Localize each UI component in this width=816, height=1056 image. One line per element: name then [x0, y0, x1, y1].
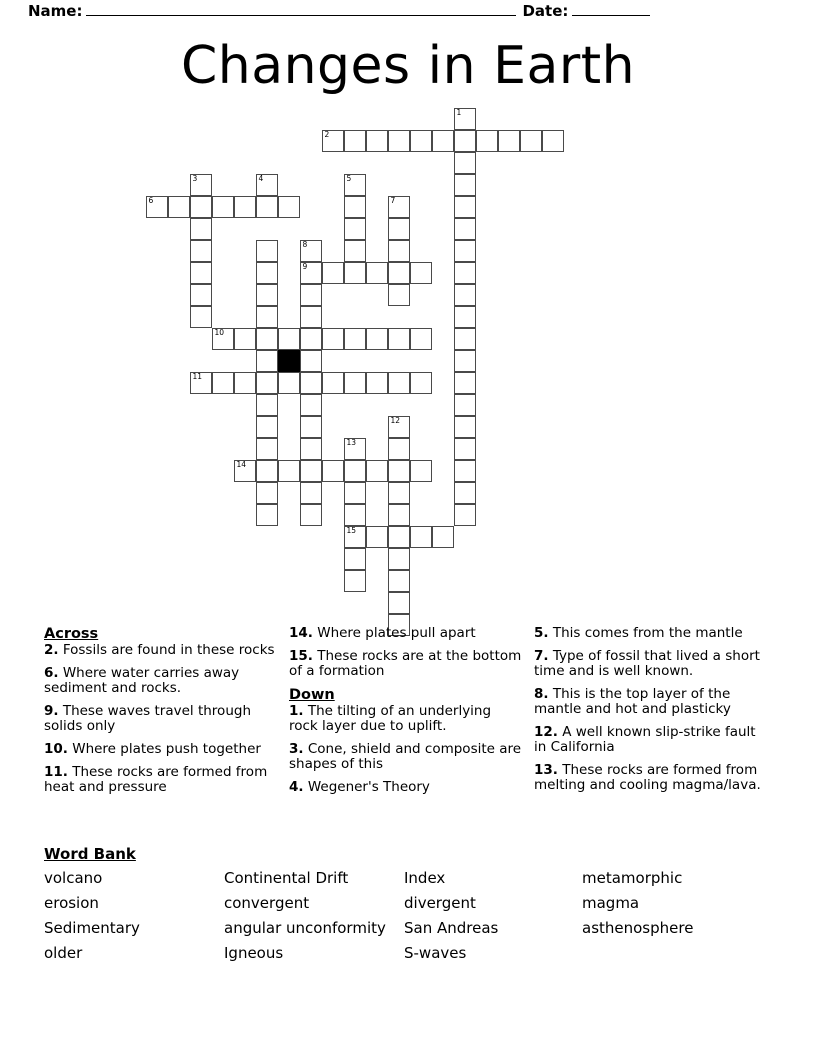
clue-text: Where water carries away sediment and rocks. — [44, 665, 240, 696]
crossword-cell[interactable] — [454, 460, 476, 482]
crossword-cell[interactable] — [344, 460, 366, 482]
crossword-cell[interactable] — [410, 526, 432, 548]
crossword-cell[interactable] — [256, 240, 278, 262]
crossword-cell[interactable] — [212, 372, 234, 394]
crossword-cell[interactable] — [168, 196, 190, 218]
crossword-cell-number: 6 — [148, 196, 154, 205]
clue-column-3 — [534, 626, 774, 803]
date-label: Date: — [522, 2, 569, 20]
crossword-cell[interactable] — [410, 372, 432, 394]
clue-number: 3. — [289, 741, 304, 757]
crossword-cell[interactable] — [388, 218, 410, 240]
clue-across-2 — [44, 643, 277, 658]
word-bank-word: S-waves — [404, 944, 467, 962]
clue-text: Wegener's Theory — [307, 779, 430, 795]
clue-text: Cone, shield and composite are shapes of this — [289, 741, 522, 772]
crossword-cell[interactable] — [388, 526, 410, 548]
crossword-cell[interactable] — [454, 482, 476, 504]
crossword-cell[interactable] — [454, 130, 476, 152]
crossword-cell[interactable] — [300, 328, 322, 350]
crossword-cell[interactable] — [454, 174, 476, 196]
clue-across-10 — [44, 742, 277, 757]
crossword-cell[interactable] — [388, 460, 410, 482]
crossword-cell[interactable] — [300, 240, 322, 262]
clue-number: 5. — [534, 625, 549, 641]
crossword-cell-number: 14 — [236, 460, 247, 469]
crossword-cell[interactable] — [388, 482, 410, 504]
word-bank-word: angular unconformity — [224, 919, 386, 937]
crossword-cell[interactable] — [432, 130, 454, 152]
crossword-cell[interactable] — [454, 240, 476, 262]
crossword-cell[interactable] — [300, 284, 322, 306]
crossword-cell[interactable] — [256, 284, 278, 306]
crossword-cell[interactable] — [300, 262, 322, 284]
crossword-cell[interactable] — [278, 196, 300, 218]
crossword-cell-number: 7 — [390, 196, 396, 205]
crossword-cell[interactable] — [190, 196, 212, 218]
crossword-cell[interactable] — [344, 570, 366, 592]
crossword-cell[interactable] — [344, 482, 366, 504]
clue-text: Where plates pull apart — [317, 625, 476, 641]
crossword-cell[interactable] — [300, 482, 322, 504]
crossword-cell[interactable] — [410, 130, 432, 152]
crossword-cell[interactable] — [344, 130, 366, 152]
crossword-cell[interactable] — [278, 372, 300, 394]
clue-number: 10. — [44, 741, 68, 757]
crossword-cell[interactable] — [520, 130, 542, 152]
crossword-cell[interactable] — [454, 306, 476, 328]
word-bank-word: Continental Drift — [224, 869, 349, 887]
word-bank-word: asthenosphere — [582, 919, 694, 937]
crossword-cell[interactable] — [454, 372, 476, 394]
date-write-line[interactable] — [572, 2, 650, 16]
crossword-cell[interactable] — [388, 548, 410, 570]
word-bank-list — [44, 869, 784, 962]
crossword-cell[interactable] — [542, 130, 564, 152]
word-bank-word: erosion — [44, 894, 99, 912]
crossword-cell[interactable] — [300, 438, 322, 460]
crossword-cell[interactable] — [454, 196, 476, 218]
crossword-cell-number: 10 — [214, 328, 225, 337]
clue-text: A well known slip-strike fault in California — [534, 724, 756, 755]
clue-text: These rocks are formed from heat and pressure — [44, 764, 268, 795]
clue-across-9 — [44, 704, 277, 734]
crossword-cell[interactable] — [432, 526, 454, 548]
crossword-cell[interactable] — [322, 460, 344, 482]
crossword-cell-number: 5 — [346, 174, 352, 183]
page-title: Changes in Earth — [180, 36, 636, 96]
crossword-cell[interactable] — [454, 328, 476, 350]
word-bank-word: San Andreas — [404, 919, 499, 937]
crossword-cell[interactable] — [300, 372, 322, 394]
crossword-cell[interactable] — [454, 350, 476, 372]
crossword-cell[interactable] — [278, 328, 300, 350]
clue-down-8 — [534, 687, 762, 717]
crossword-cell[interactable] — [256, 394, 278, 416]
crossword-cell[interactable] — [300, 394, 322, 416]
crossword-cell[interactable] — [388, 504, 410, 526]
crossword-cell[interactable] — [366, 372, 388, 394]
clue-down-4 — [289, 780, 522, 795]
clue-down-7 — [534, 649, 762, 679]
crossword-cell[interactable] — [256, 416, 278, 438]
crossword-cell[interactable] — [300, 504, 322, 526]
crossword-cell-number: 3 — [192, 174, 198, 183]
crossword-cell[interactable] — [190, 218, 212, 240]
crossword-cell[interactable] — [388, 130, 410, 152]
crossword-cell[interactable] — [190, 284, 212, 306]
word-bank-word: older — [44, 944, 83, 962]
clue-number: 15. — [289, 648, 313, 664]
crossword-cell[interactable] — [322, 262, 344, 284]
crossword-cell[interactable] — [344, 240, 366, 262]
crossword-cell[interactable] — [234, 196, 256, 218]
crossword-cell[interactable] — [388, 438, 410, 460]
crossword-cell[interactable] — [454, 394, 476, 416]
crossword-cell[interactable] — [344, 438, 366, 460]
crossword-cell[interactable] — [388, 328, 410, 350]
crossword-cell[interactable] — [454, 284, 476, 306]
crossword-cell-number: 11 — [192, 372, 203, 381]
clue-down-5 — [534, 626, 762, 641]
crossword-cell[interactable] — [256, 328, 278, 350]
crossword-cell[interactable] — [190, 306, 212, 328]
clue-number: 9. — [44, 703, 59, 719]
word-bank-word: Index — [404, 869, 446, 887]
crossword-cell[interactable] — [234, 372, 256, 394]
clue-text: Fossils are found in these rocks — [62, 642, 275, 658]
clue-across-11 — [44, 765, 277, 795]
clue-number: 11. — [44, 764, 68, 780]
word-bank-word: convergent — [224, 894, 310, 912]
crossword-cell[interactable] — [212, 328, 234, 350]
crossword-cell[interactable] — [388, 284, 410, 306]
crossword-cell[interactable] — [344, 504, 366, 526]
crossword-cell-number: 15 — [346, 526, 357, 535]
clue-number: 14. — [289, 625, 313, 641]
crossword-cell[interactable] — [256, 482, 278, 504]
name-label: Name: — [28, 2, 83, 20]
crossword-cell[interactable] — [344, 328, 366, 350]
crossword-cell[interactable] — [322, 328, 344, 350]
crossword-cell[interactable] — [388, 262, 410, 284]
word-bank-word: metamorphic — [582, 869, 683, 887]
crossword-cell[interactable] — [190, 240, 212, 262]
crossword-cell-number: 13 — [346, 438, 357, 447]
crossword-cell[interactable] — [366, 526, 388, 548]
crossword-cell[interactable] — [256, 262, 278, 284]
clue-text: This is the top layer of the mantle and hot and plasticky — [534, 686, 731, 717]
crossword-cell-number: 2 — [324, 130, 330, 139]
crossword-cell[interactable] — [300, 416, 322, 438]
crossword-cell[interactable] — [366, 460, 388, 482]
clue-number: 6. — [44, 665, 59, 681]
crossword-cell[interactable] — [344, 372, 366, 394]
crossword-cell-number: 4 — [258, 174, 264, 183]
crossword-cell[interactable] — [366, 130, 388, 152]
crossword-grid[interactable] — [146, 108, 566, 628]
crossword-cell[interactable] — [190, 372, 212, 394]
clue-number: 13. — [534, 762, 558, 778]
word-bank-section — [44, 845, 784, 962]
clue-down-12 — [534, 725, 762, 755]
crossword-cell[interactable] — [212, 196, 234, 218]
crossword-cell[interactable] — [454, 152, 476, 174]
crossword-cell[interactable] — [388, 372, 410, 394]
clues-section — [44, 626, 774, 803]
crossword-cell[interactable] — [256, 306, 278, 328]
clue-text: This comes from the mantle — [552, 625, 743, 641]
crossword-cell[interactable] — [278, 460, 300, 482]
crossword-cell[interactable] — [344, 174, 366, 196]
crossword-cell[interactable] — [410, 328, 432, 350]
crossword-cell[interactable] — [344, 526, 366, 548]
crossword-cell[interactable] — [388, 592, 410, 614]
crossword-cell[interactable] — [454, 108, 476, 130]
clue-across-15 — [289, 649, 522, 679]
crossword-cell[interactable] — [234, 460, 256, 482]
clue-text: These waves travel through solids only — [44, 703, 251, 734]
across-heading: Across — [44, 626, 99, 642]
clue-down-1 — [289, 704, 522, 734]
crossword-cell[interactable] — [388, 240, 410, 262]
clue-number: 2. — [44, 642, 59, 658]
crossword-cell[interactable] — [190, 262, 212, 284]
word-bank-word: divergent — [404, 894, 476, 912]
crossword-cell[interactable] — [322, 130, 344, 152]
crossword-cell[interactable] — [256, 504, 278, 526]
crossword-cell[interactable] — [410, 460, 432, 482]
crossword-cell[interactable] — [190, 174, 212, 196]
crossword-cell-number: 9 — [302, 262, 308, 271]
crossword-cell[interactable] — [344, 196, 366, 218]
crossword-cell[interactable] — [300, 306, 322, 328]
clue-number: 1. — [289, 703, 304, 719]
crossword-cell[interactable] — [322, 372, 344, 394]
crossword-cell[interactable] — [344, 548, 366, 570]
crossword-cell[interactable] — [256, 372, 278, 394]
crossword-cell[interactable] — [388, 416, 410, 438]
clue-text: These rocks are formed from melting and cooling magma/lava. — [534, 762, 761, 793]
crossword-cell[interactable] — [256, 438, 278, 460]
crossword-cell[interactable] — [388, 196, 410, 218]
crossword-cell[interactable] — [476, 130, 498, 152]
crossword-cell[interactable] — [344, 218, 366, 240]
crossword-cell-blocked — [278, 350, 300, 372]
word-bank-word: volcano — [44, 869, 103, 887]
clue-number: 12. — [534, 724, 558, 740]
clue-text: Type of fossil that lived a short time and is well known. — [534, 648, 760, 679]
clue-text: These rocks are at the bottom of a formation — [289, 648, 522, 679]
crossword-cell[interactable] — [410, 262, 432, 284]
crossword-cell[interactable] — [256, 460, 278, 482]
word-bank-heading: Word Bank — [44, 845, 136, 863]
clue-number: 4. — [289, 779, 304, 795]
crossword-cell[interactable] — [454, 504, 476, 526]
crossword-cell[interactable] — [454, 416, 476, 438]
clue-down-3 — [289, 742, 522, 772]
crossword-cell[interactable] — [234, 328, 256, 350]
clue-across-14 — [289, 626, 522, 641]
word-bank-word: magma — [582, 894, 640, 912]
crossword-cell-number: 1 — [456, 108, 462, 117]
crossword-cell[interactable] — [366, 328, 388, 350]
clue-down-13 — [534, 763, 762, 793]
clue-number: 8. — [534, 686, 549, 702]
crossword-cell[interactable] — [344, 262, 366, 284]
crossword-cell[interactable] — [498, 130, 520, 152]
word-bank-word: Sedimentary — [44, 919, 140, 937]
crossword-cell[interactable] — [146, 196, 168, 218]
crossword-cell[interactable] — [388, 570, 410, 592]
name-date-header — [28, 2, 788, 24]
crossword-cell[interactable] — [454, 438, 476, 460]
crossword-cell-number: 8 — [302, 240, 308, 249]
crossword-cell[interactable] — [366, 262, 388, 284]
clue-column-1 — [44, 626, 289, 803]
crossword-cell[interactable] — [300, 460, 322, 482]
crossword-cell[interactable] — [454, 262, 476, 284]
clue-text: Where plates push together — [72, 741, 261, 757]
clue-column-2 — [289, 626, 534, 803]
crossword-cell[interactable] — [256, 196, 278, 218]
crossword-cell[interactable] — [256, 350, 278, 372]
crossword-cell-number: 12 — [390, 416, 401, 425]
down-heading: Down — [289, 687, 335, 703]
name-write-line[interactable] — [86, 2, 516, 16]
clue-number: 7. — [534, 648, 549, 664]
crossword-cell[interactable] — [454, 218, 476, 240]
crossword-cell[interactable] — [300, 350, 322, 372]
clue-text: The tilting of an underlying rock layer due to uplift. — [289, 703, 492, 734]
crossword-cell[interactable] — [256, 174, 278, 196]
word-bank-word: Igneous — [224, 944, 284, 962]
clue-across-6 — [44, 666, 277, 696]
